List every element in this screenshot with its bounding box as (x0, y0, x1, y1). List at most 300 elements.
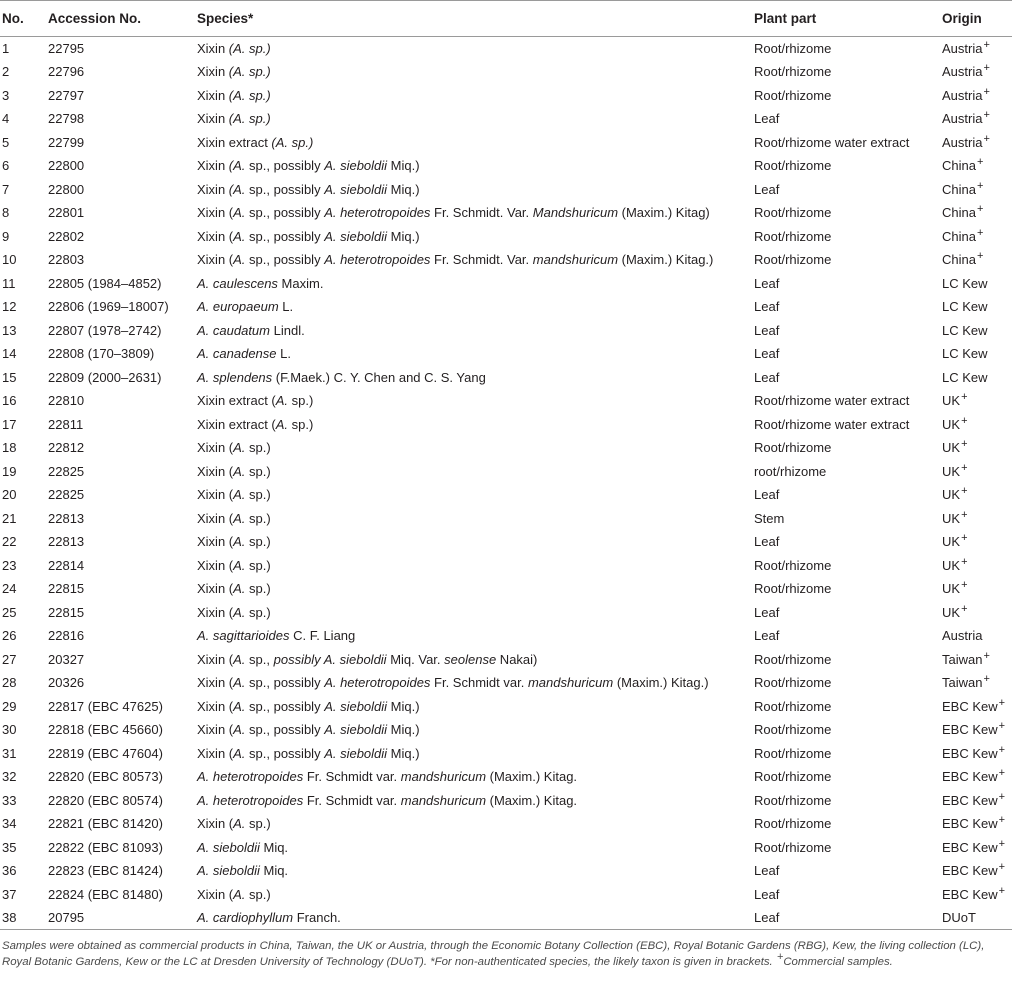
species-segment: A. (233, 816, 246, 832)
cell-origin (942, 671, 1012, 695)
cell-species (197, 225, 754, 249)
table-row (0, 366, 1012, 390)
species-segment: Miq. Var. (386, 651, 445, 667)
cell-origin (942, 60, 1012, 84)
cell-species (197, 131, 754, 155)
species-segment: sp., possibly (245, 745, 325, 761)
species-segment: Xixin ( (197, 816, 234, 832)
cell-accession: 22797 (48, 87, 85, 103)
species-segment: A. splendens (197, 369, 273, 385)
header-no: No. (0, 1, 46, 37)
species-segment: Miq.) (387, 228, 420, 244)
species-segment: (A. (228, 158, 246, 174)
cell-plant-part: Root/rhizome (754, 158, 832, 174)
table-footnote (2, 938, 1006, 970)
cell-species (197, 789, 754, 813)
species-segment: sp., possibly (245, 675, 325, 691)
cell-origin (942, 248, 1012, 272)
origin-text: EBC Kew (942, 769, 998, 785)
species-segment: A. sieboldii (324, 181, 388, 197)
species-segment: A. sieboldii (324, 722, 388, 738)
species-segment: Xixin extract ( (197, 393, 276, 409)
species-segment: Franch. (293, 910, 341, 925)
cell-origin (942, 131, 1012, 155)
commercial-sample-marker: + (983, 85, 990, 98)
cell-no: 25 (2, 604, 17, 620)
species-segment: Mandshuricum (532, 205, 619, 221)
species-segment: A. (275, 393, 289, 409)
cell-plant-part: root/rhizome (754, 463, 827, 479)
footnote-plus-text: Commercial samples. (783, 956, 893, 968)
commercial-sample-marker: + (976, 203, 984, 216)
species-segment: Xixin (197, 41, 229, 56)
cell-species (197, 483, 754, 507)
table-row (0, 883, 1012, 907)
cell-accession: 22823 (EBC 81424) (48, 863, 163, 879)
species-segment: sp.) (245, 604, 271, 620)
header-row (0, 1, 1012, 37)
cell-plant-part: Root/rhizome water extract (754, 416, 910, 432)
cell-accession: 22817 (EBC 47625) (48, 698, 163, 714)
species-segment: Xixin ( (197, 745, 234, 761)
cell-no: 29 (2, 698, 17, 714)
cell-species (197, 765, 754, 789)
species-segment: Fr. Schmidt var. (430, 675, 528, 691)
cell-plant-part: Root/rhizome (754, 228, 832, 244)
header-origin: Origin (942, 1, 1012, 37)
cell-accession: 22813 (48, 510, 85, 526)
cell-origin (942, 789, 1012, 813)
cell-plant-part: Root/rhizome (754, 557, 832, 573)
species-segment: sp., possibly (245, 181, 325, 197)
origin-text: Austria (942, 87, 983, 103)
cell-accession: 22807 (1978–2742) (48, 322, 162, 338)
cell-plant-part: Leaf (754, 487, 780, 503)
species-segment: sp.) (288, 393, 314, 409)
origin-text: LC Kew (942, 369, 988, 385)
origin-text: EBC Kew (942, 745, 998, 761)
species-segment: A. sieboldii (324, 158, 388, 174)
cell-accession: 22810 (48, 393, 85, 409)
origin-text: EBC Kew (942, 792, 998, 808)
cell-species (197, 272, 754, 296)
cell-plant-part: Root/rhizome (754, 440, 832, 456)
origin-text: China (942, 181, 976, 197)
cell-plant-part: Leaf (754, 111, 780, 127)
cell-plant-part: Leaf (754, 886, 780, 902)
cell-accession: 22808 (170–3809) (48, 346, 155, 362)
cell-plant-part: Root/rhizome (754, 41, 832, 56)
species-segment: Miq. (259, 863, 289, 879)
species-segment: sp.) (245, 463, 271, 479)
cell-no: 7 (2, 181, 10, 197)
species-segment: (A. sp.) (228, 111, 271, 127)
commercial-sample-marker: + (998, 884, 1006, 897)
commercial-sample-marker: + (961, 532, 968, 545)
species-segment: A. (233, 534, 246, 550)
cell-no: 35 (2, 839, 17, 855)
footnote-text: Samples were obtained as commercial products in China, Taiwan, the UK or Austria, through the Economic Botany Collection (EBC), Royal Botanic Gardens (RBG), Kew, the living collection (LC), Royal Botanic Gardens, Kew or the LC at Dresden University of Technology (DUoT). *For non-authenticated species, the likely taxon is given in brackets. (2, 940, 985, 968)
species-segment: sp., possibly (245, 698, 325, 714)
cell-plant-part: Leaf (754, 863, 780, 879)
cell-species (197, 37, 754, 61)
species-segment: Miq.) (387, 181, 420, 197)
cell-no: 22 (2, 534, 17, 550)
species-segment: A. (233, 440, 246, 456)
commercial-sample-marker: + (961, 602, 968, 615)
cell-accession: 22815 (48, 604, 85, 620)
cell-origin (942, 859, 1012, 883)
cell-origin (942, 483, 1012, 507)
cell-no: 34 (2, 816, 17, 832)
species-segment: mandshuricum (527, 675, 614, 691)
commercial-sample-marker: + (983, 109, 990, 122)
cell-accession: 22813 (48, 534, 85, 550)
table-row (0, 859, 1012, 883)
cell-plant-part: Root/rhizome (754, 675, 832, 691)
cell-no: 27 (2, 651, 17, 667)
commercial-sample-marker: + (998, 696, 1006, 709)
table-row (0, 154, 1012, 178)
species-segment: mandshuricum (400, 792, 487, 808)
cell-origin (942, 554, 1012, 578)
commercial-sample-marker: + (976, 226, 984, 239)
species-segment: A. sieboldii (324, 698, 388, 714)
commercial-sample-marker: + (976, 250, 984, 263)
table-row (0, 272, 1012, 296)
species-segment: mandshuricum (400, 769, 487, 785)
species-segment: A. heterotropoides (324, 252, 431, 268)
cell-accession: 22796 (48, 64, 85, 80)
origin-text: Taiwan (942, 651, 983, 667)
species-segment: sp.) (245, 487, 271, 503)
cell-no: 5 (2, 134, 10, 150)
origin-text: LC Kew (942, 322, 988, 338)
species-segment: A. (233, 745, 246, 761)
cell-plant-part: Leaf (754, 322, 780, 338)
cell-species (197, 836, 754, 860)
species-segment: Fr. Schmidt var. (303, 792, 401, 808)
species-segment: C. F. Liang (289, 628, 356, 644)
species-segment: sp., possibly (245, 205, 325, 221)
cell-no: 15 (2, 369, 17, 385)
cell-plant-part: Root/rhizome (754, 792, 832, 808)
header-species: Species* (197, 1, 754, 37)
origin-text: LC Kew (942, 346, 988, 362)
species-segment: Xixin ( (197, 510, 234, 526)
species-segment: sp.) (245, 534, 271, 550)
table-row (0, 342, 1012, 366)
table-row (0, 460, 1012, 484)
origin-text: UK (942, 534, 961, 550)
cell-no: 14 (2, 346, 17, 362)
cell-accession: 22802 (48, 228, 85, 244)
commercial-sample-marker: + (983, 649, 990, 662)
species-segment: A. (233, 581, 246, 597)
species-segment: Xixin ( (197, 722, 234, 738)
cell-plant-part: Root/rhizome (754, 252, 832, 268)
species-segment: Lindl. (270, 322, 305, 338)
cell-no: 33 (2, 792, 17, 808)
table-row (0, 295, 1012, 319)
cell-no: 38 (0, 906, 46, 930)
cell-accession: 22816 (48, 628, 85, 644)
species-segment: A. europaeum (197, 299, 279, 315)
cell-accession: 22811 (48, 416, 84, 432)
origin-text: Austria (942, 111, 983, 127)
table-row (0, 436, 1012, 460)
species-segment: Xixin ( (197, 440, 234, 456)
species-segment: sp., possibly (245, 158, 325, 174)
species-segment: sp., (245, 651, 274, 667)
cell-no: 26 (2, 628, 17, 644)
species-segment: sp.) (245, 816, 271, 832)
cell-species (197, 460, 754, 484)
table-row (0, 812, 1012, 836)
species-segment: Xixin (197, 181, 229, 197)
cell-species (197, 107, 754, 131)
origin-text: EBC Kew (942, 839, 998, 855)
commercial-sample-marker: + (998, 743, 1006, 756)
header-plant-part: Plant part (754, 1, 942, 37)
origin-text: China (942, 252, 976, 268)
cell-species (197, 671, 754, 695)
table-row (0, 624, 1012, 648)
cell-plant-part: Leaf (754, 906, 942, 930)
cell-plant-part: Leaf (754, 369, 780, 385)
commercial-sample-marker: + (983, 62, 990, 75)
cell-plant-part: Root/rhizome (754, 581, 832, 597)
commercial-sample-marker: + (961, 579, 968, 592)
cell-accession: 22812 (48, 440, 85, 456)
table-row (0, 413, 1012, 437)
cell-species (197, 554, 754, 578)
origin-text: Austria (942, 41, 983, 56)
cell-species (197, 84, 754, 108)
commercial-sample-marker: + (961, 414, 968, 427)
header-accession: Accession No. (46, 1, 197, 37)
origin-text: UK (942, 557, 961, 573)
cell-species (197, 695, 754, 719)
species-segment: Xixin extract ( (197, 416, 276, 432)
species-segment: A. cardiophyllum (197, 910, 294, 925)
cell-accession: 22820 (EBC 80574) (48, 792, 163, 808)
table-row (0, 742, 1012, 766)
species-segment: A. (233, 675, 246, 691)
cell-species (197, 154, 754, 178)
species-segment: A. (233, 228, 246, 244)
cell-no: 6 (2, 158, 10, 174)
species-segment: Xixin ( (197, 463, 234, 479)
cell-accession: 22824 (EBC 81480) (48, 886, 163, 902)
cell-origin (942, 695, 1012, 719)
cell-origin (942, 624, 1012, 648)
cell-accession: 20326 (48, 675, 85, 691)
table-row (0, 248, 1012, 272)
table-row (0, 648, 1012, 672)
cell-plant-part: Leaf (754, 299, 780, 315)
cell-origin (942, 37, 1012, 61)
table-body (0, 37, 1012, 930)
species-segment: Xixin ( (197, 886, 234, 902)
origin-text: UK (942, 440, 961, 456)
species-segment: Xixin ( (197, 487, 234, 503)
commercial-sample-marker: + (976, 179, 984, 192)
cell-plant-part: Leaf (754, 275, 780, 291)
cell-species (197, 413, 754, 437)
cell-origin (942, 366, 1012, 390)
cell-accession: 22798 (48, 111, 85, 127)
cell-species (197, 812, 754, 836)
cell-no: 18 (2, 440, 17, 456)
cell-accession: 22818 (EBC 45660) (48, 722, 163, 738)
species-segment: Xixin (197, 64, 229, 80)
cell-accession: 22800 (48, 158, 85, 174)
cell-plant-part: Root/rhizome water extract (754, 393, 910, 409)
cell-no: 1 (2, 41, 10, 56)
cell-species (197, 859, 754, 883)
cell-plant-part: Root/rhizome (754, 816, 832, 832)
cell-origin (942, 178, 1012, 202)
species-segment: Miq.) (387, 698, 420, 714)
cell-origin (942, 812, 1012, 836)
commercial-sample-marker: + (961, 485, 968, 498)
species-segment: Miq. (259, 839, 289, 855)
cell-species (197, 530, 754, 554)
species-segment: Xixin ( (197, 651, 234, 667)
table-row (0, 577, 1012, 601)
cell-species (197, 319, 754, 343)
origin-text: EBC Kew (942, 816, 998, 832)
cell-origin (942, 460, 1012, 484)
cell-accession: 22799 (48, 134, 85, 150)
cell-species (197, 883, 754, 907)
origin-text: Austria (942, 134, 983, 150)
cell-accession: 22803 (48, 252, 85, 268)
origin-text: EBC Kew (942, 863, 998, 879)
cell-no: 2 (2, 64, 10, 80)
species-segment: sp.) (245, 581, 271, 597)
cell-origin (942, 436, 1012, 460)
commercial-sample-marker: + (976, 156, 984, 169)
cell-no: 9 (2, 228, 10, 244)
species-segment: (A. sp.) (228, 41, 271, 56)
cell-plant-part: Stem (754, 510, 785, 526)
cell-no: 8 (2, 205, 10, 221)
species-segment: Miq.) (387, 722, 420, 738)
commercial-sample-marker: + (998, 790, 1006, 803)
cell-origin (942, 742, 1012, 766)
cell-no: 31 (2, 745, 17, 761)
cell-origin (942, 154, 1012, 178)
origin-text: LC Kew (942, 299, 988, 315)
origin-text: UK (942, 581, 961, 597)
species-segment: A. (233, 698, 246, 714)
cell-no: 10 (2, 252, 17, 268)
table-row (0, 319, 1012, 343)
commercial-sample-marker: + (998, 837, 1006, 850)
species-segment: sp., possibly (245, 252, 325, 268)
origin-text: UK (942, 510, 961, 526)
cell-no: 36 (2, 863, 17, 879)
footnote-plus-symbol: + (776, 951, 784, 963)
table-row (0, 483, 1012, 507)
cell-accession: 22801 (48, 205, 85, 221)
cell-species (197, 201, 754, 225)
species-segment: A. sieboldii (324, 745, 388, 761)
species-segment: Xixin ( (197, 205, 234, 221)
cell-species (197, 436, 754, 460)
cell-species (197, 60, 754, 84)
species-segment: Xixin (197, 87, 229, 103)
cell-origin (942, 718, 1012, 742)
species-segment: A. heterotropoides (197, 769, 304, 785)
cell-species (197, 178, 754, 202)
table-row (0, 789, 1012, 813)
species-segment: Xixin extract (197, 134, 272, 150)
species-segment: (A. (228, 181, 246, 197)
cell-origin (942, 201, 1012, 225)
cell-origin (942, 342, 1012, 366)
cell-accession: 22819 (EBC 47604) (48, 745, 163, 761)
commercial-sample-marker: + (961, 555, 968, 568)
commercial-sample-marker: + (983, 39, 990, 51)
cell-origin (942, 413, 1012, 437)
cell-no: 30 (2, 722, 17, 738)
species-segment: Fr. Schmidt. Var. (430, 205, 533, 221)
species-segment: Xixin ( (197, 581, 234, 597)
cell-no: 11 (2, 275, 16, 291)
commercial-sample-marker: + (961, 508, 968, 521)
species-segment: sp.) (245, 557, 271, 573)
origin-text: Austria (942, 628, 983, 644)
cell-plant-part: Root/rhizome water extract (754, 134, 910, 150)
species-segment: (F.Maek.) C. Y. Chen and C. S. Yang (272, 369, 486, 385)
cell-species (197, 601, 754, 625)
cell-species (197, 366, 754, 390)
species-segment: (Maxim.) Kitag.) (613, 675, 709, 691)
cell-species (197, 389, 754, 413)
species-segment: sp., possibly (245, 722, 325, 738)
species-segment: seolense (444, 651, 497, 667)
table-row (0, 507, 1012, 531)
cell-origin (942, 225, 1012, 249)
species-segment: sp., possibly (245, 228, 325, 244)
origin-text: LC Kew (942, 275, 988, 291)
species-segment: A. canadense (197, 346, 277, 362)
species-segment: A. caudatum (197, 322, 270, 338)
origin-text: China (942, 205, 976, 221)
cell-no: 20 (2, 487, 17, 503)
cell-origin (942, 84, 1012, 108)
table-row (0, 718, 1012, 742)
species-segment: A. caulescens (197, 275, 278, 291)
table-row (0, 836, 1012, 860)
species-segment: sp.) (288, 416, 314, 432)
origin-text: UK (942, 416, 961, 432)
cell-origin (942, 319, 1012, 343)
table-row (0, 389, 1012, 413)
table-header (0, 1, 1012, 37)
origin-text: EBC Kew (942, 722, 998, 738)
origin-text: Taiwan (942, 675, 983, 691)
species-segment: A. (233, 463, 246, 479)
cell-no: 17 (2, 416, 17, 432)
cell-accession: 20327 (48, 651, 85, 667)
cell-accession: 22821 (EBC 81420) (48, 816, 163, 832)
cell-accession: 22825 (48, 487, 85, 503)
cell-origin (942, 507, 1012, 531)
